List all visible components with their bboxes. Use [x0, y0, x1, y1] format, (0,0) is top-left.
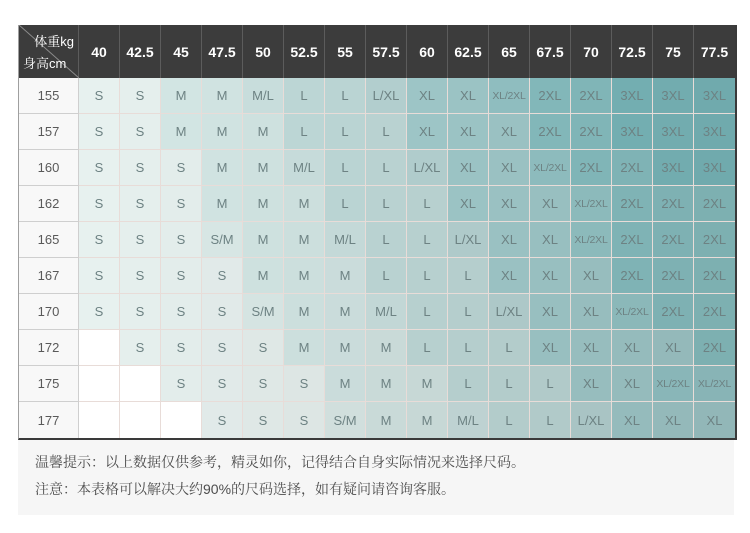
size-cell: S — [202, 258, 243, 294]
size-cell: S — [120, 330, 161, 366]
height-axis-label: 身高cm — [23, 56, 67, 71]
size-cell: S — [161, 150, 202, 186]
size-cell: L — [366, 150, 407, 186]
table-row — [19, 330, 735, 366]
weight-header-cell: 62.5 — [448, 25, 489, 78]
weight-header-cell: 65 — [489, 25, 530, 78]
weight-header-cell: 40 — [79, 25, 120, 78]
size-cell: M — [325, 258, 366, 294]
size-cell: L — [448, 294, 489, 330]
size-cell: XL/2XL — [653, 366, 694, 402]
size-cell: L/XL — [489, 294, 530, 330]
notes-panel — [18, 440, 734, 515]
size-cell: 2XL — [653, 258, 694, 294]
height-label-cell: 162 — [19, 186, 79, 222]
size-cell: M — [284, 222, 325, 258]
size-cell: XL — [448, 150, 489, 186]
weight-header-cell: 67.5 — [530, 25, 571, 78]
size-cell: S — [202, 366, 243, 402]
table-row — [19, 114, 735, 150]
size-cell: L/XL — [407, 150, 448, 186]
size-cell: S — [120, 294, 161, 330]
table-body — [19, 78, 735, 438]
size-cell: S — [120, 222, 161, 258]
size-cell: S — [120, 150, 161, 186]
size-cell: 2XL — [653, 294, 694, 330]
height-label-cell: 155 — [19, 78, 79, 114]
size-cell: M — [202, 114, 243, 150]
size-cell: S — [161, 222, 202, 258]
size-cell: M/L — [448, 402, 489, 438]
size-cell: M/L — [366, 294, 407, 330]
size-cell: S — [202, 294, 243, 330]
height-label-cell: 175 — [19, 366, 79, 402]
size-cell: S — [79, 150, 120, 186]
size-cell: S — [79, 114, 120, 150]
size-cell: S — [202, 330, 243, 366]
size-cell: XL — [571, 294, 612, 330]
size-cell: 3XL — [612, 114, 653, 150]
size-cell: L — [407, 294, 448, 330]
size-cell: S/M — [202, 222, 243, 258]
size-cell: L — [366, 114, 407, 150]
table-row — [19, 222, 735, 258]
size-cell: M/L — [243, 78, 284, 114]
weight-header-cell: 52.5 — [284, 25, 325, 78]
table-row — [19, 186, 735, 222]
size-cell: M — [243, 258, 284, 294]
size-cell: 2XL — [530, 78, 571, 114]
size-cell: L — [407, 222, 448, 258]
size-cell — [79, 366, 120, 402]
size-cell: M — [243, 114, 284, 150]
size-cell: XL — [530, 294, 571, 330]
size-cell: 3XL — [653, 114, 694, 150]
size-cell: S/M — [325, 402, 366, 438]
size-cell: M — [284, 330, 325, 366]
size-cell: 2XL — [694, 330, 735, 366]
size-cell: S — [161, 330, 202, 366]
size-cell: XL/2XL — [612, 294, 653, 330]
size-cell: L/XL — [571, 402, 612, 438]
size-cell: M — [407, 402, 448, 438]
size-cell: M — [243, 150, 284, 186]
size-cell: XL — [407, 78, 448, 114]
size-cell: L — [325, 78, 366, 114]
height-label-cell: 177 — [19, 402, 79, 438]
weight-axis-label: 体重kg — [34, 34, 74, 49]
size-cell: L — [366, 186, 407, 222]
size-cell: 2XL — [694, 294, 735, 330]
size-cell: 3XL — [653, 78, 694, 114]
size-cell — [120, 402, 161, 438]
size-cell: 2XL — [694, 222, 735, 258]
weight-header-cell: 57.5 — [366, 25, 407, 78]
size-cell: L — [489, 330, 530, 366]
size-chart-table — [18, 25, 737, 440]
size-cell: S — [284, 402, 325, 438]
size-cell: XL — [489, 150, 530, 186]
size-cell: XL — [571, 258, 612, 294]
size-cell: L — [489, 402, 530, 438]
size-cell: M — [202, 78, 243, 114]
size-cell: XL — [530, 222, 571, 258]
table-row — [19, 150, 735, 186]
size-cell: 3XL — [694, 114, 735, 150]
table-row — [19, 78, 735, 114]
size-cell: XL — [489, 114, 530, 150]
weight-header-cell: 55 — [325, 25, 366, 78]
weight-header-cell: 47.5 — [202, 25, 243, 78]
size-cell: S — [120, 186, 161, 222]
table-row — [19, 402, 735, 438]
size-cell: M — [202, 186, 243, 222]
size-cell: XL — [653, 402, 694, 438]
size-cell: XL — [489, 258, 530, 294]
size-cell: XL — [448, 186, 489, 222]
size-cell: S — [161, 294, 202, 330]
size-cell: S — [161, 366, 202, 402]
size-cell: S — [120, 78, 161, 114]
size-cell: M/L — [325, 222, 366, 258]
size-cell: XL — [448, 78, 489, 114]
size-cell: M — [161, 78, 202, 114]
size-cell: 2XL — [612, 258, 653, 294]
size-cell: XL/2XL — [571, 222, 612, 258]
size-cell: M — [407, 366, 448, 402]
height-label-cell: 157 — [19, 114, 79, 150]
size-cell: S — [202, 402, 243, 438]
size-cell: XL — [653, 330, 694, 366]
size-cell: L — [489, 366, 530, 402]
size-cell: XL/2XL — [489, 78, 530, 114]
size-cell: 2XL — [612, 222, 653, 258]
note-tip-line: 温馨提示：以上数据仅供参考，精灵如你，记得结合自身实际情况来选择尺码。 — [35, 454, 525, 470]
size-cell: XL — [530, 186, 571, 222]
size-cell: M — [284, 258, 325, 294]
size-cell: S/M — [243, 294, 284, 330]
size-cell: 3XL — [653, 150, 694, 186]
size-cell — [161, 402, 202, 438]
size-cell: XL/2XL — [530, 150, 571, 186]
size-cell — [79, 402, 120, 438]
size-cell: L — [448, 258, 489, 294]
size-cell: L — [325, 114, 366, 150]
size-cell: L — [448, 330, 489, 366]
size-cell: S — [79, 78, 120, 114]
size-cell: L — [325, 186, 366, 222]
height-label-cell: 165 — [19, 222, 79, 258]
size-cell: 2XL — [653, 186, 694, 222]
weight-header-cell: 42.5 — [120, 25, 161, 78]
size-cell: L — [407, 258, 448, 294]
size-cell: 2XL — [694, 186, 735, 222]
size-cell: XL/2XL — [694, 366, 735, 402]
size-cell: S — [79, 186, 120, 222]
size-cell: S — [161, 186, 202, 222]
size-cell: XL — [612, 402, 653, 438]
size-cell: L/XL — [366, 78, 407, 114]
size-cell: XL — [612, 366, 653, 402]
size-cell: 2XL — [571, 150, 612, 186]
size-cell: S — [243, 330, 284, 366]
size-cell: XL/2XL — [571, 186, 612, 222]
size-cell: M — [366, 402, 407, 438]
size-cell: L — [448, 366, 489, 402]
size-cell: 2XL — [530, 114, 571, 150]
size-cell: M — [243, 186, 284, 222]
size-cell: S — [79, 258, 120, 294]
height-label-cell: 172 — [19, 330, 79, 366]
weight-header-cell: 70 — [571, 25, 612, 78]
size-cell: L — [284, 78, 325, 114]
note-caution-line: 注意：本表格可以解决大约90%的尺码选择，如有疑问请咨询客服。 — [35, 481, 456, 497]
size-cell: 3XL — [694, 150, 735, 186]
size-cell: 2XL — [571, 78, 612, 114]
weight-header-cell: 77.5 — [700, 43, 729, 60]
size-cell: 2XL — [612, 186, 653, 222]
table-row — [19, 366, 735, 402]
size-cell: XL — [448, 114, 489, 150]
size-cell: S — [79, 222, 120, 258]
size-cell: M — [243, 222, 284, 258]
size-cell: XL — [571, 330, 612, 366]
size-cell: 2XL — [612, 150, 653, 186]
size-cell: M — [366, 366, 407, 402]
size-cell: S — [243, 402, 284, 438]
size-cell: L — [366, 258, 407, 294]
size-cell: M — [161, 114, 202, 150]
height-label-cell: 170 — [19, 294, 79, 330]
size-cell: M/L — [284, 150, 325, 186]
size-cell: S — [161, 258, 202, 294]
table-header-row — [19, 25, 735, 78]
size-cell: XL — [530, 258, 571, 294]
size-cell: M — [202, 150, 243, 186]
size-cell: M — [325, 366, 366, 402]
size-cell: XL — [530, 330, 571, 366]
table-row — [19, 258, 735, 294]
size-cell: 3XL — [612, 78, 653, 114]
size-cell: S — [243, 366, 284, 402]
size-cell — [120, 366, 161, 402]
size-cell: L — [407, 186, 448, 222]
size-cell: 2XL — [694, 258, 735, 294]
size-cell: S — [120, 258, 161, 294]
size-cell: 2XL — [571, 114, 612, 150]
weight-header-cell: 60 — [407, 25, 448, 78]
size-cell: L — [366, 222, 407, 258]
size-cell: 2XL — [653, 222, 694, 258]
size-cell: L — [530, 366, 571, 402]
size-cell: L — [530, 402, 571, 438]
table-row — [19, 294, 735, 330]
size-cell: L/XL — [448, 222, 489, 258]
weight-header-cell: 50 — [243, 25, 284, 78]
size-cell: XL — [694, 402, 735, 438]
size-cell: M — [284, 186, 325, 222]
size-cell: XL — [489, 186, 530, 222]
height-label-cell: 167 — [19, 258, 79, 294]
weight-header-cell: 72.5 — [612, 25, 653, 78]
size-cell: XL — [407, 114, 448, 150]
corner-header-cell — [19, 25, 79, 78]
size-cell: L — [284, 114, 325, 150]
size-cell: L — [407, 330, 448, 366]
size-cell: S — [79, 294, 120, 330]
size-cell: S — [284, 366, 325, 402]
size-cell: S — [120, 114, 161, 150]
size-cell: L — [325, 150, 366, 186]
size-cell: XL — [489, 222, 530, 258]
size-cell: M — [366, 330, 407, 366]
size-cell — [79, 330, 120, 366]
size-cell: 3XL — [694, 78, 735, 114]
weight-header-cell: 45 — [161, 25, 202, 78]
size-cell: XL — [612, 330, 653, 366]
height-label-cell: 160 — [19, 150, 79, 186]
size-cell: M — [284, 294, 325, 330]
size-cell: M — [325, 294, 366, 330]
size-cell: M — [325, 330, 366, 366]
size-cell: XL — [571, 366, 612, 402]
weight-header-cell: 75 — [653, 25, 694, 78]
